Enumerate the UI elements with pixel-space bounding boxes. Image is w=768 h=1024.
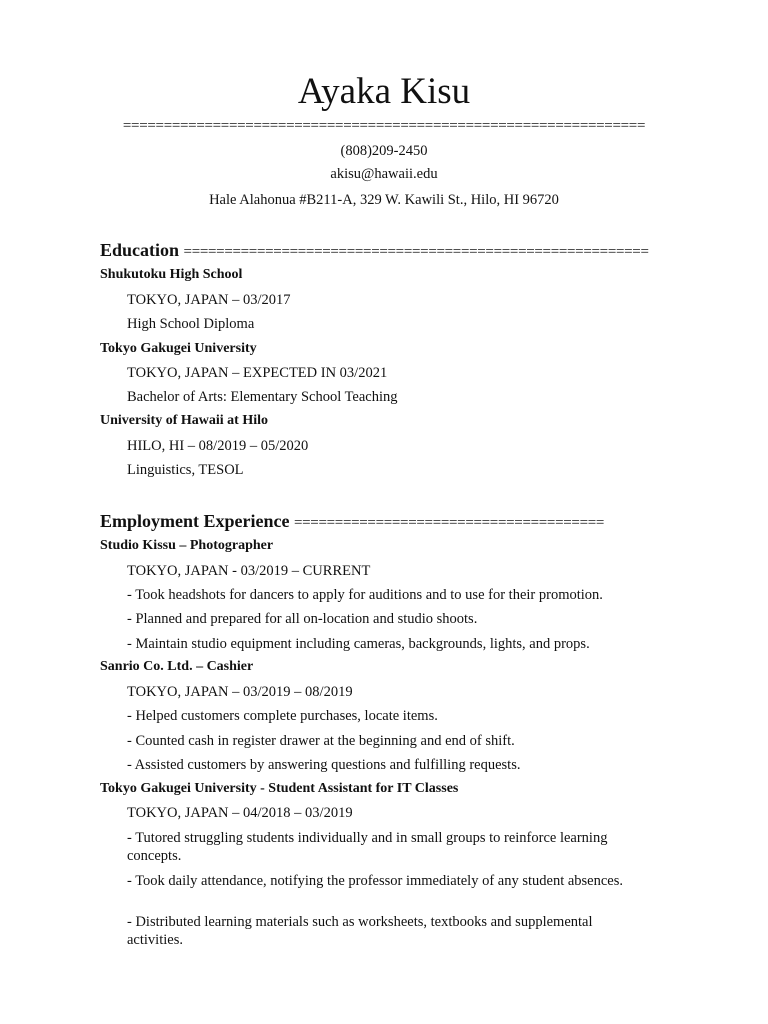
employment-title: Employment Experience: [100, 511, 290, 531]
education-divider: =========================================================: [183, 244, 649, 260]
job-title: Sanrio Co. Ltd. – Cashier: [100, 659, 254, 674]
resume-name: Ayaka Kisu: [297, 71, 471, 112]
job-location-date: TOKYO, JAPAN – 03/2019 – 08/2019: [127, 684, 353, 700]
job-location-date: TOKYO, JAPAN – 04/2018 – 03/2019: [127, 805, 353, 821]
job-bullet: - Assisted customers by answering questions and fulfilling requests.: [127, 757, 521, 773]
job-bullet: - Tutored struggling students individually and in small groups to reinforce learning concepts.: [127, 830, 608, 864]
job-location-date: TOKYO, JAPAN - 03/2019 – CURRENT: [127, 563, 371, 579]
education-location-date: HILO, HI – 08/2019 – 05/2020: [127, 438, 309, 454]
education-degree: Linguistics, TESOL: [127, 462, 244, 478]
education-location-date: TOKYO, JAPAN – 03/2017: [127, 292, 291, 308]
employment-divider: ======================================: [293, 515, 605, 531]
education-heading: [100, 239, 649, 263]
job-bullet: - Took headshots for dancers to apply for auditions and to use for their promotion.: [127, 587, 603, 603]
education-location-date: TOKYO, JAPAN – EXPECTED IN 03/2021: [127, 365, 388, 381]
job-bullet: - Maintain studio equipment including cameras, backgrounds, lights, and props.: [127, 636, 590, 652]
education-degree: High School Diploma: [127, 316, 255, 332]
name-divider: ================================================================: [122, 118, 646, 134]
education-degree: Bachelor of Arts: Elementary School Teaching: [127, 389, 398, 405]
education-title: Education: [100, 240, 180, 260]
job-bullet: - Counted cash in register drawer at the beginning and end of shift.: [127, 733, 515, 749]
education-school: Tokyo Gakugei University: [100, 341, 257, 356]
education-school: University of Hawaii at Hilo: [100, 413, 268, 428]
home-address: Hale Alahonua #B211-A, 329 W. Kawili St., Hilo, HI 96720: [209, 192, 559, 208]
job-title: Tokyo Gakugei University - Student Assistant for IT Classes: [100, 781, 459, 796]
phone-number: (808)209-2450: [340, 143, 428, 159]
job-title: Studio Kissu – Photographer: [100, 538, 274, 553]
employment-heading: [100, 510, 604, 534]
job-bullet: - Helped customers complete purchases, locate items.: [127, 708, 438, 724]
education-school: Shukutoku High School: [100, 267, 243, 282]
email-address: akisu@hawaii.edu: [330, 166, 438, 182]
job-bullet: - Took daily attendance, notifying the professor immediately of any student absences.: [127, 873, 624, 889]
job-bullet: - Planned and prepared for all on-location and studio shoots.: [127, 611, 478, 627]
job-bullet: - Distributed learning materials such as worksheets, textbooks and supplemental activities.: [127, 914, 593, 948]
